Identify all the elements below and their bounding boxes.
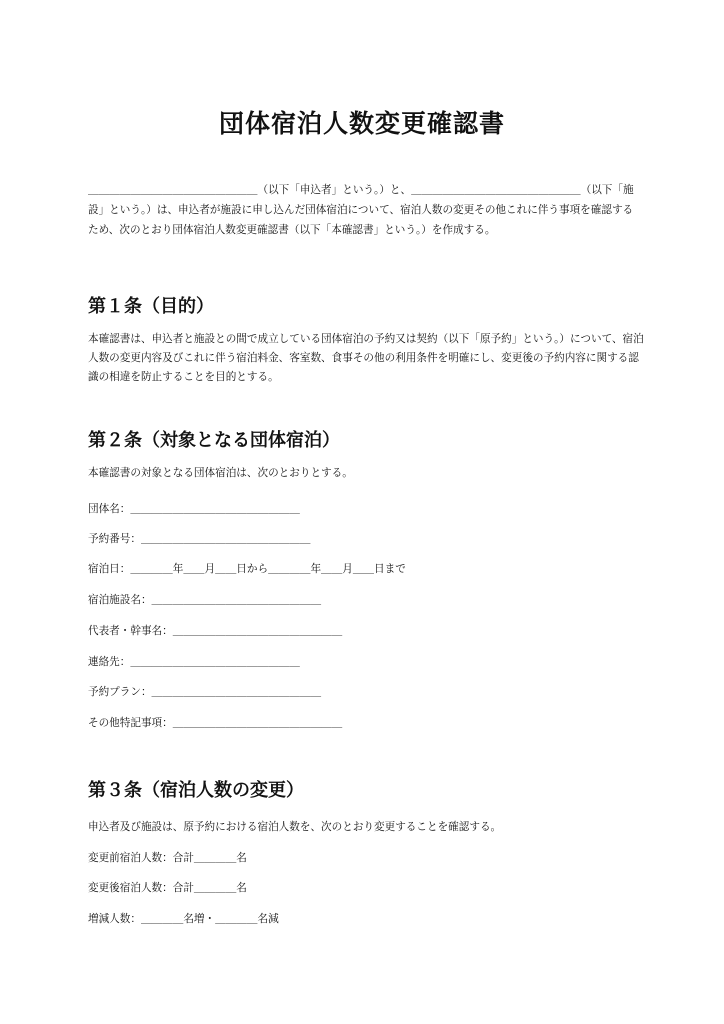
field-guests-after: 変更後宿泊人数：合計＿＿＿＿名 [88, 882, 247, 894]
article-3-body: 申込者及び施設は、原予約における宿泊人数を、次のとおり変更することを確認する。 [88, 821, 502, 833]
field-guests-before: 変更前宿泊人数：合計＿＿＿＿名 [88, 852, 247, 864]
field-group-name: 団体名：＿＿＿＿＿＿＿＿＿＿＿＿＿＿＿＿ [88, 503, 300, 515]
field-reservation-number: 予約番号：＿＿＿＿＿＿＿＿＿＿＿＿＿＿＿＿ [88, 533, 311, 545]
article-3-heading: 第３条（宿泊人数の変更） [88, 780, 304, 801]
field-facility-name: 宿泊施設名：＿＿＿＿＿＿＿＿＿＿＿＿＿＿＿＿ [88, 594, 322, 606]
article-1-body: 本確認書は、申込者と施設との間で成立している団体宿泊の予約又は契約（以下「原予約」という。）について、宿泊人数の変更内容及びこれに伴う宿泊料金、客室数、食事その他の利用条件を明確にし、変更後の予約内容に関する認識の相違を防止することを目的とする。 [88, 333, 644, 383]
field-representative-name: 代表者・幹事名：＿＿＿＿＿＿＿＿＿＿＿＿＿＿＿＿ [88, 625, 343, 637]
field-guests-change: 増減人数：＿＿＿＿名増・＿＿＿＿名減 [88, 913, 279, 925]
article-2-heading: 第２条（対象となる団体宿泊） [88, 430, 340, 451]
article-1-heading: 第１条（目的） [88, 296, 214, 317]
article-2-body: 本確認書の対象となる団体宿泊は、次のとおりとする。 [88, 467, 353, 479]
field-contact: 連絡先：＿＿＿＿＿＿＿＿＿＿＿＿＿＿＿＿ [88, 656, 300, 668]
document-title: 団体宿泊人数変更確認書 [218, 109, 505, 138]
intro-paragraph: ＿＿＿＿＿＿＿＿＿＿＿＿＿＿＿＿（以下「申込者」という。）と、＿＿＿＿＿＿＿＿＿＿＿＿＿＿＿＿（以下「施設」という。）は、申込者が施設に申し込んだ団体宿泊について、宿泊人数の変更その他これに伴う事項を確認するため、次のとおり団体宿泊人数変更確認書（以下「本確認書」という。）を作成する。 [88, 184, 634, 236]
field-special-notes: その他特記事項：＿＿＿＿＿＿＿＿＿＿＿＿＿＿＿＿ [88, 717, 343, 729]
field-stay-dates: 宿泊日：＿＿＿＿年＿＿月＿＿日から＿＿＿＿年＿＿月＿＿日まで [88, 563, 406, 575]
field-reservation-plan: 予約プラン：＿＿＿＿＿＿＿＿＿＿＿＿＿＿＿＿ [88, 686, 322, 698]
